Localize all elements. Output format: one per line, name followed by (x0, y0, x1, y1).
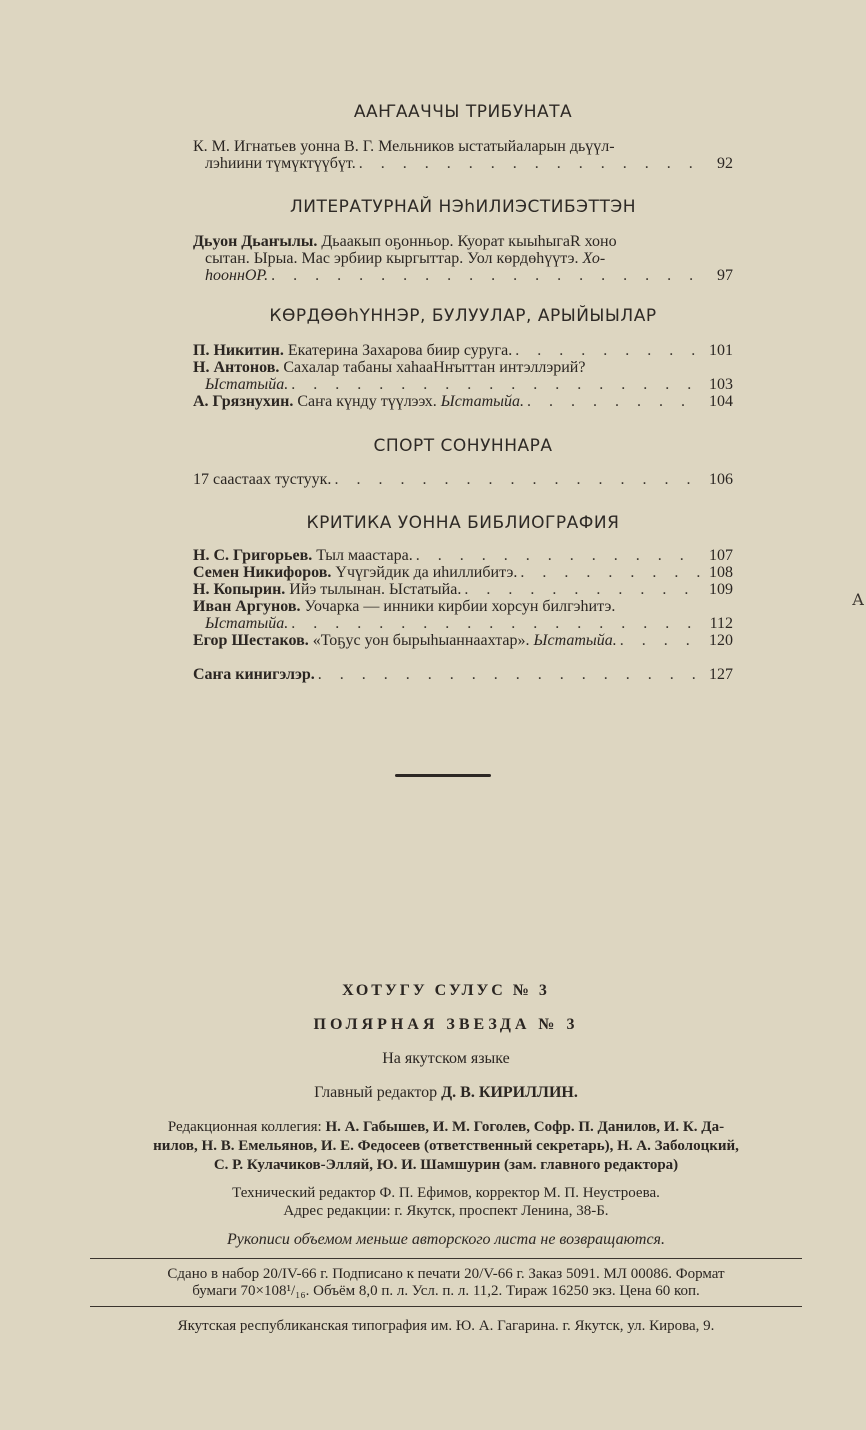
board-members: Н. А. Габышев, И. М. Гоголев, Софр. П. Данилов, И. К. Да- (325, 1119, 725, 1135)
section-title: ЛИТЕРАТУРНАЙ НЭһИЛИЭСТИБЭТТЭН (290, 197, 636, 217)
page-number: 92 (717, 155, 733, 172)
page-number: 107 (709, 547, 733, 564)
leader-dots (318, 666, 700, 683)
entry-author: Саҥа кинигэлэр. (193, 666, 315, 683)
ornamental-divider (395, 774, 491, 777)
chief-editor-label: Главный редактор (314, 1084, 438, 1101)
leader-dots (464, 581, 700, 598)
entry-author: Семен Никифоров. (193, 564, 332, 581)
leader-dots (527, 393, 700, 410)
toc-entry (193, 598, 733, 632)
editorial-address: Адрес редакции: г. Якутск, проспект Ленина, 38-Б. (283, 1203, 609, 1219)
chief-editor-name: Д. В. КИРИЛЛИН. (441, 1084, 578, 1101)
leader-dots (291, 376, 700, 393)
leader-dots (271, 267, 700, 284)
toc-entry (193, 581, 733, 598)
toc-entry (193, 138, 733, 172)
print-details-line: Сдано в набор 20/IV-66 г. Подписано к печати 20/V-66 г. Заказ 5091. МЛ 00086. Формат (167, 1266, 725, 1282)
entry-text-italic: Хо- (582, 250, 606, 267)
entry-author: Н. С. Григорьев. (193, 547, 313, 564)
section-title: КӨРДӨӨһҮННЭР, БУЛУУЛАР, АРЫЙЫЫЛАР (269, 306, 657, 326)
entry-author: А. Грязнухин. (193, 393, 294, 410)
toc-entry (193, 233, 733, 284)
entry-text: лэһиини түмүктүүбүт. (205, 155, 356, 172)
imprint-title-russian: ПОЛЯРНАЯ ЗВЕЗДА № 3 (313, 1016, 579, 1033)
leader-dots (520, 564, 700, 581)
toc-entry (193, 632, 733, 649)
imprint-chief-editor (90, 1084, 802, 1102)
entry-text-italic: Ыстатыйа. (205, 376, 289, 393)
entry-author: Н. Антонов. (193, 359, 280, 376)
entry-text: Ийэ тылынан. Ыстатыйа. (289, 581, 462, 598)
margin-letter: А (852, 590, 865, 609)
rule-line (90, 1258, 802, 1259)
entry-author: Егор Шестаков. (193, 632, 309, 649)
page-number: 101 (709, 342, 733, 359)
board-members: С. Р. Кулачиков-Элляй, Ю. И. Шамшурин (зам. главного редактора) (213, 1157, 679, 1173)
editorial-board (90, 1118, 802, 1175)
board-label: Редакционная коллегия: (167, 1119, 322, 1135)
leader-dots (359, 155, 700, 172)
entry-author: Н. Копырин. (193, 581, 286, 598)
page-number: 112 (709, 615, 733, 632)
technical-editor: Технический редактор Ф. П. Ефимов, корректор М. П. Неустроева. (232, 1185, 660, 1201)
printer-info: Якутская республиканская типография им. Ю. А. Гагарина. г. Якутск, ул. Кирова, 9. (177, 1318, 715, 1334)
toc-entry (193, 471, 733, 488)
entry-text-italic: Ыстатыйа. (440, 393, 524, 410)
page-number: 127 (709, 666, 733, 683)
leader-dots (620, 632, 700, 649)
entry-text: Дьаакып оҕонньор. Куорат кыыһыгaR хоно (321, 233, 617, 250)
toc-entry (193, 393, 733, 410)
section-title: ААҤААЧЧЫ ТРИБУНАТА (353, 102, 573, 122)
leader-dots (515, 342, 700, 359)
entry-author: Иван Аргунов. (193, 598, 301, 615)
entry-text: Саҥа күнду түүлээх. (297, 393, 437, 410)
entry-text: Сахалар табаны хаһаaНҥыттан интэллэрий? (283, 359, 586, 376)
entry-text: Уочарка — инники кирбии хорсун билгэһитэ. (304, 598, 616, 615)
page-number: 109 (709, 581, 733, 598)
rule-line (90, 1306, 802, 1307)
toc-entry (193, 342, 733, 359)
toc-entry (193, 547, 733, 564)
section-title: КРИТИКА УОННА БИБЛИОГРАФИЯ (306, 513, 620, 533)
entry-text-italic: һооннOP. (205, 267, 269, 284)
page-number: 103 (709, 376, 733, 393)
page-number: 108 (709, 564, 733, 581)
leader-dots (334, 471, 700, 488)
imprint-title-yakut: ХОТУГУ СУЛУС № 3 (342, 982, 550, 999)
entry-text: К. М. Игнатьев уонна В. Г. Мельников ыстатыйаларын дьүүл- (193, 138, 615, 155)
toc-entry (193, 564, 733, 581)
entry-text: сытан. Ырыа. Мас эрбиир кыргыттар. Уол көрдөһүүтэ. (205, 250, 579, 267)
entry-text: «Тоҕус уон бырыһыаннаахтар». (312, 632, 530, 649)
section-title: СПОРТ СОНУННАРА (373, 436, 553, 456)
page-number: 120 (709, 632, 733, 649)
entry-text: Екатерина Захарова биир суруга. (287, 342, 513, 359)
page-number: 97 (717, 267, 733, 284)
entry-author: П. Никитин. (193, 342, 284, 359)
manuscript-notice: Рукописи объемом меньше авторского листа не возвращаются. (227, 1231, 665, 1248)
toc-entry (193, 359, 733, 393)
toc-entry (193, 666, 733, 683)
leader-dots (291, 615, 700, 632)
entry-text-italic: Ыстатыйа. (533, 632, 617, 649)
entry-text-italic: Ыстатыйа. (205, 615, 289, 632)
print-details-line: бумаги 70×108¹/₁₆. Объём 8,0 п. л. Усл. п. л. 11,2. Тираж 16250 экз. Цена 60 коп. (192, 1283, 700, 1299)
entry-text: 17 саастаах тустуук. (193, 471, 332, 488)
board-members: нилов, Н. В. Емельянов, И. Е. Федосеев (ответственный секретарь), Н. А. Заболоцкий, (153, 1138, 739, 1154)
entry-text: Үчүгэйдик да иһиллибитэ. (335, 564, 518, 581)
page-number: 106 (709, 471, 733, 488)
print-details (90, 1266, 802, 1300)
leader-dots (416, 547, 700, 564)
page-number: 104 (709, 393, 733, 410)
entry-text: Тыл маастара. (316, 547, 413, 564)
imprint-language: На якутском языке (382, 1050, 510, 1067)
entry-author: Дьуон Дьаҥылы. (193, 233, 318, 250)
